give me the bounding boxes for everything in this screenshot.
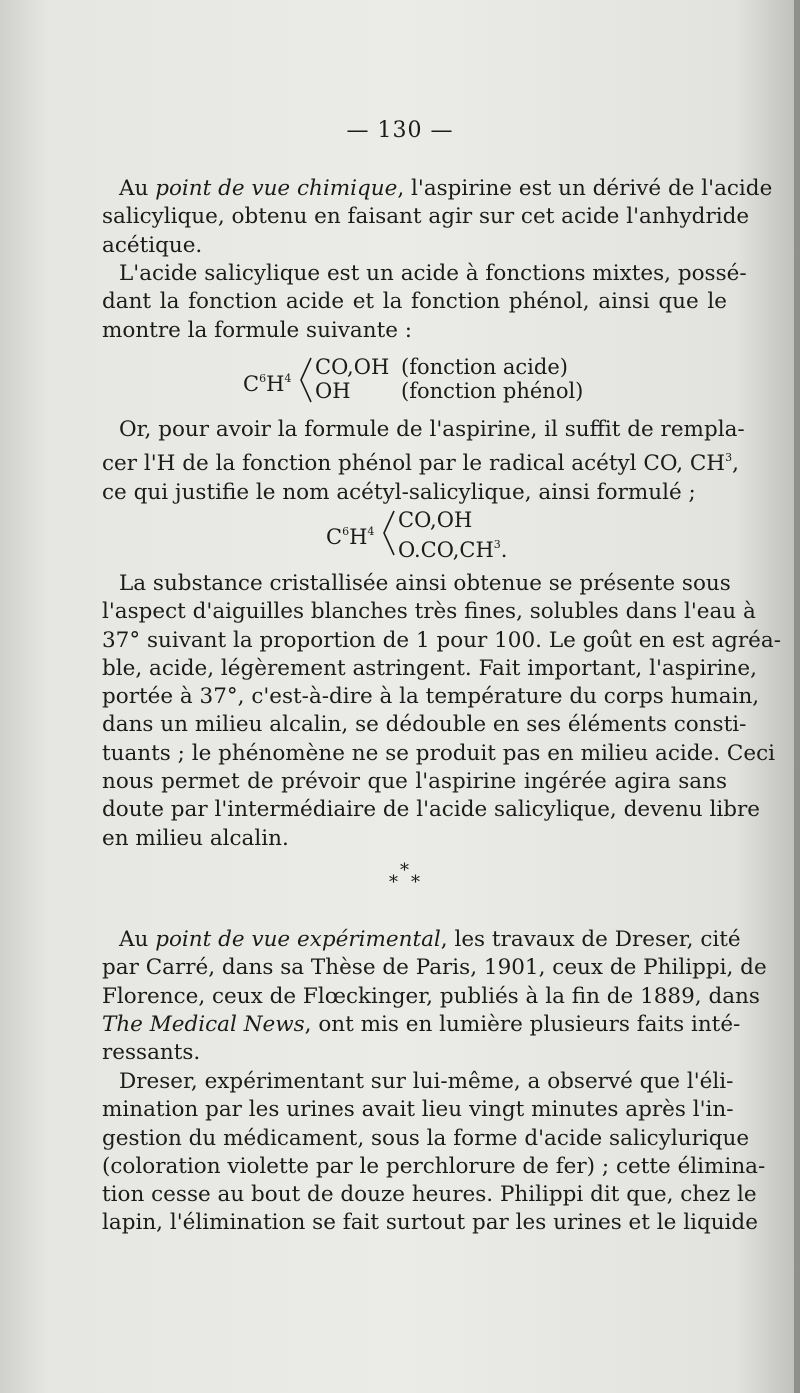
- formula-aspirin: [326, 508, 556, 560]
- formula-base: $C^6H^4$: [243, 372, 292, 396]
- text-line: 37° suivant la proportion de 1 pour 100. Le goût en est agréa-: [102, 627, 781, 653]
- text-line: [102, 926, 741, 954]
- formula-row: OH: [315, 379, 351, 403]
- text-line: par Carré, dans sa Thèse de Paris, 1901, ceux de Philippi, de: [102, 955, 767, 981]
- text-line: La substance cristallisée ainsi obtenue se présente sous: [119, 571, 731, 596]
- text-line: lapin, l'élimination se fait surtout par les urines et le liquide: [102, 1210, 758, 1236]
- text-line: ce qui justifie le nom acétyl-salicylique, ainsi formulé ;: [102, 479, 696, 505]
- text-fragment: , l'aspirine est un dérivé de l'acide: [397, 176, 773, 201]
- page-number: — 130 —: [346, 118, 454, 143]
- paragraph-aspirin-formula: [102, 416, 745, 507]
- formula-note: (fonction acide): [401, 355, 568, 379]
- formula-row: CO,OH: [315, 355, 390, 379]
- text-fragment: , les travaux de Dreser, cité: [440, 927, 741, 952]
- paragraph-chemistry: [102, 175, 773, 260]
- formula-base: $C^6H^4$: [326, 525, 375, 549]
- text-line: montre la formule suivante :: [102, 317, 413, 343]
- text-line: Dreser, expérimentant sur lui-même, a observé que l'éli-: [119, 1069, 734, 1094]
- formula-row: CO,OH: [398, 508, 473, 532]
- paragraph-experimental: [102, 926, 767, 1067]
- asterisk-icon: *: [400, 860, 409, 881]
- italic-phrase: The Medical News: [102, 1011, 305, 1037]
- text-line: dant la fonction acide et la fonction phénol, ainsi que le: [102, 289, 727, 315]
- asterisk-icon: *: [389, 872, 398, 893]
- text-line: tuants ; le phénomène ne se produit pas en milieu acide. Ceci: [102, 740, 776, 766]
- text-line: L'acide salicylique est un acide à fonctions mixtes, possé-: [119, 261, 747, 286]
- paragraph-dreser: [102, 1068, 766, 1238]
- text-line: ressants.: [102, 1040, 201, 1066]
- text-line: mination par les urines avait lieu vingt minutes après l'in-: [102, 1097, 734, 1123]
- text-line: Or, pour avoir la formule de l'aspirine, il suffit de rempla-: [119, 417, 745, 442]
- text-line: l'aspect d'aiguilles blanches très fines, solubles dans l'eau à: [102, 599, 756, 625]
- text-line: cer l'H de la fonction phénol par le radical acétyl CO, $CH^3$,: [102, 451, 739, 477]
- text-fragment: Au: [119, 176, 156, 201]
- text-line: salicylique, obtenu en faisant agir sur cet acide l'anhydride: [102, 204, 750, 230]
- italic-phrase: point de vue expérimental: [155, 927, 441, 952]
- text-line: Florence, ceux de Flœckinger, publiés à la fin de 1889, dans: [102, 983, 760, 1009]
- angle-bracket-icon: [382, 508, 396, 558]
- asterisk-icon: *: [411, 872, 420, 893]
- text-line: en milieu alcalin.: [102, 825, 289, 851]
- text-fragment: , ont mis en lumière plusieurs faits inté-: [304, 1011, 741, 1037]
- text-line: [102, 175, 773, 203]
- text-line: portée à 37°, c'est-à-dire à la température du corps humain,: [102, 684, 760, 710]
- text-line: acétique.: [102, 232, 203, 258]
- formula-row: $O.CO,CH^3$.: [398, 538, 508, 562]
- text-line: [102, 1011, 741, 1039]
- text-line: doute par l'intermédiaire de l'acide salicylique, devenu libre: [102, 797, 760, 823]
- text-line: (coloration violette par le perchlorure de fer) ; cette élimina-: [102, 1153, 766, 1179]
- formula-salicylic-acid: [243, 355, 583, 405]
- italic-phrase: point de vue chimique: [155, 176, 398, 201]
- page-edge: [794, 0, 800, 1393]
- text-line: dans un milieu alcalin, se dédouble en ses éléments consti-: [102, 712, 747, 738]
- formula-note: (fonction phénol): [401, 379, 584, 403]
- paragraph-salicylic-acid: [102, 260, 747, 345]
- text-line: nous permet de prévoir que l'aspirine ingérée agira sans: [102, 769, 727, 795]
- section-separator: [386, 860, 446, 894]
- text-fragment: Au: [119, 927, 156, 952]
- text-line: tion cesse au bout de douze heures. Philippi dit que, chez le: [102, 1182, 757, 1208]
- paragraph-crystals: [102, 570, 781, 853]
- text-line: gestion du médicament, sous la forme d'acide salicylurique: [102, 1125, 750, 1151]
- text-line: ble, acide, légèrement astringent. Fait important, l'aspirine,: [102, 655, 757, 681]
- angle-bracket-icon: [299, 355, 313, 405]
